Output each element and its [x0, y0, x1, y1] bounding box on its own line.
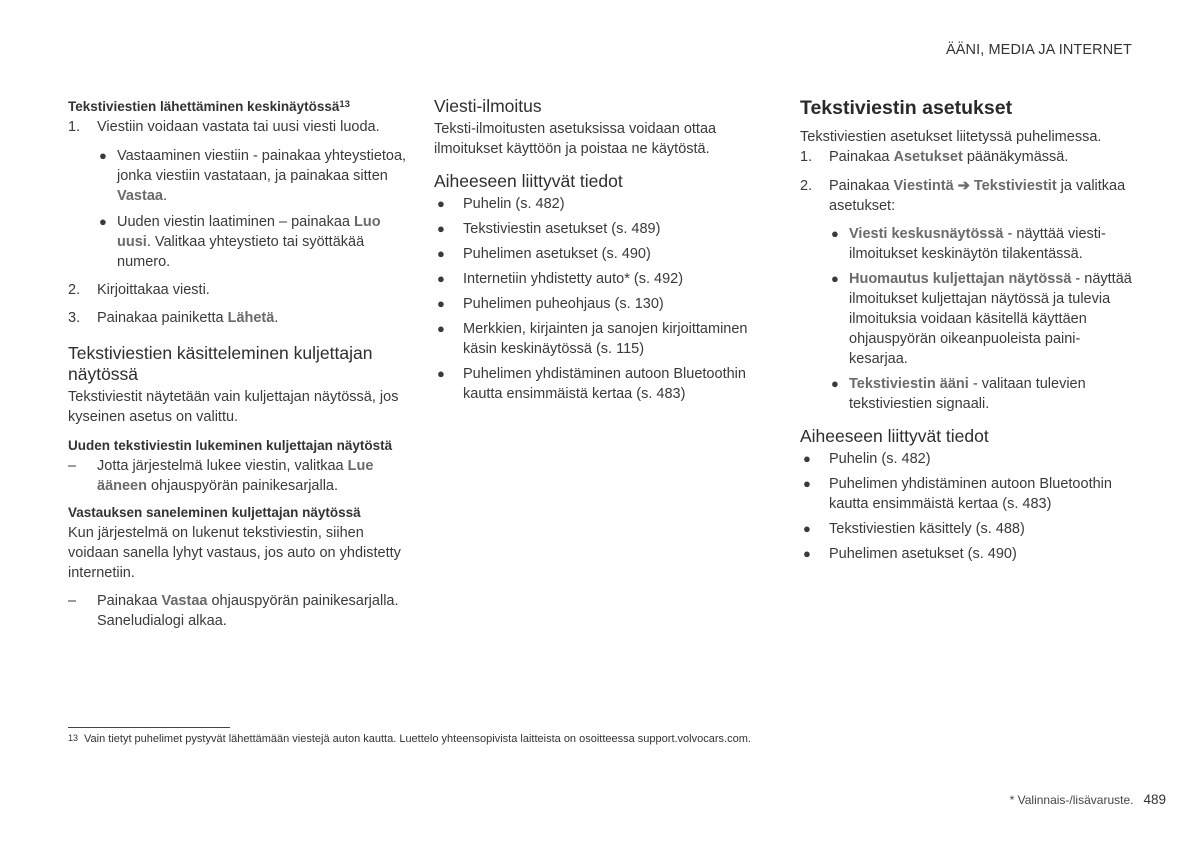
related-link[interactable]: ● Puhelimen asetukset (s. 490): [803, 546, 1017, 562]
related-link[interactable]: ● Tekstiviestien käsittely (s. 488): [803, 521, 1025, 537]
bullet-icon: ●: [803, 476, 811, 491]
related-links-list: [434, 194, 774, 404]
ui-term-option: Tekstiviestin ääni: [849, 376, 969, 392]
step-1: 1. Viestiin voidaan vastata tai uusi viesti luoda. ● Vastaaminen viestiin - painakaa yhteystietoa, jonka viestiin vastataan, ja painakaa sitten Vastaa. ● Uuden viestin laatiminen – painakaa Luo uusi. Valitkaa yhteystieto tai syöttäkää numero.: [68, 119, 407, 270]
option-item: ● Tekstiviestin ääni - valitaan tulevien tekstiviestien signaali.: [831, 376, 1086, 412]
footnote-ref[interactable]: 13: [339, 99, 350, 110]
subsection-title-dictating: Vastauksen saneleminen kuljettajan näytössä: [68, 505, 361, 520]
related-info-heading: Aiheeseen liittyvät tiedot: [800, 426, 989, 446]
column-left: [68, 96, 408, 631]
bullet-icon: ●: [437, 321, 445, 336]
dash-item: – Painakaa Vastaa ohjauspyörän painikesarjalla. Saneludialogi alkaa.: [68, 593, 399, 629]
sending-steps: [68, 117, 408, 328]
related-link[interactable]: ● Puhelimen puheohjaus (s. 130): [437, 296, 664, 312]
step-1: 1. Painakaa Asetukset päänäkymässä.: [800, 149, 1069, 165]
related-link[interactable]: ● Puhelin (s. 482): [803, 451, 931, 467]
footnote-divider: [68, 727, 230, 728]
bullet-icon: ●: [437, 196, 445, 211]
ui-term-option: Viesti keskusnäytössä: [849, 226, 1004, 242]
paragraph: Kun järjestelmä on lukenut tekstiviestin, siihen voidaan sanella lyhyt vastaus, jos auto on yhdistetty internetiin.: [68, 525, 401, 581]
paragraph: Tekstiviestien asetukset liitetyssä puhelimessa.: [800, 129, 1102, 145]
list-item: ● Uuden viestin laatiminen – painakaa Luo uusi. Valitkaa yhteystieto tai syöttäkää numero.: [99, 214, 381, 270]
option-item: ● Viesti keskusnäytössä - näyttää viestiilmoitukset keskinäytön tilakentässä.: [831, 226, 1106, 262]
bullet-icon: ●: [437, 366, 445, 381]
related-link[interactable]: ● Puhelin (s. 482): [437, 196, 565, 212]
related-link[interactable]: ● Merkkien, kirjainten ja sanojen kirjoittaminen käsin keskinäytössä (s. 115): [437, 321, 748, 357]
paragraph: Teksti-ilmoitusten asetuksissa voidaan ottaa ilmoitukset käyttöön ja poistaa ne käytöstä.: [434, 121, 717, 157]
ui-term-lue-aaneen: Lue ääneen: [97, 458, 374, 494]
related-link[interactable]: ● Internetiin yhdistetty auto* (s. 492): [437, 271, 684, 287]
related-links-list: [800, 449, 1132, 564]
subsection-title-sending: Tekstiviestien lähettäminen keskinäytössä$^{13}$: [68, 99, 350, 114]
bullet-icon: ●: [803, 546, 811, 561]
list-item: ● Vastaaminen viestiin - painakaa yhteystietoa, jonka viestiin vastataan, ja painakaa sitten Vastaa.: [99, 148, 407, 204]
bullet-icon: ●: [437, 221, 445, 236]
bullet-icon: ●: [831, 376, 839, 391]
related-info-heading: Aiheeseen liittyvät tiedot: [434, 171, 623, 191]
bullet-icon: ●: [831, 226, 839, 241]
option-item: ● Huomautus kuljettajan näytössä - näyttää ilmoitukset kuljettajan näytössä ja tulevia ilmoituksia voidaan käsitellä käyttäen ohjauspyörän oikeanpuoleista painikesarjaa.: [831, 271, 1132, 367]
subsection-title-reading: Uuden tekstiviestin lukeminen kuljettajan näytöstä: [68, 438, 393, 453]
footnote-text: Vain tietyt puhelimet pystyvät lähettämään viestejä auton kautta. Luettelo yhteensopivista laitteista on osoitteessa support.volvocars.com.: [84, 733, 751, 745]
step-2: 2. Painakaa Viestintä ➔ Tekstiviestit ja valitkaa asetukset: ● Viesti keskusnäytössä - näyttää viestiilmoitukset keskinäytön tilakentässä. ● Huomautus kuljettajan näytössä - näyttää ilmoitukset kuljettajan näytössä ja tulevia ilmoituksia voidaan käsitellä käyttäen ohjauspyörän oikeanpuoleista painikesarjaa. ● Tekstiviestin ääni - valitaan tulevien tekstiviestien signaali.: [800, 178, 1132, 412]
bullet-icon: ●: [437, 296, 445, 311]
footnote-number: 13: [68, 733, 79, 743]
section-heading-message-notification: Viesti-ilmoitus: [434, 96, 542, 116]
footnote: [68, 731, 751, 747]
page-footer: [1010, 790, 1166, 810]
bullet-icon: ●: [831, 271, 839, 286]
related-link[interactable]: ● Puhelimen yhdistäminen autoon Bluetoothin kautta ensimmäistä kertaa (s. 483): [803, 476, 1112, 512]
ui-term-luo-uusi: Luo uusi: [117, 214, 381, 250]
settings-steps: [800, 147, 1132, 414]
step-2: 2. Kirjoittakaa viesti.: [68, 282, 210, 298]
bullet-icon: ●: [803, 451, 811, 466]
step-3: 3. Painakaa painiketta Lähetä.: [68, 310, 279, 326]
section-heading-text-settings: Tekstiviestin asetukset: [800, 97, 1013, 119]
optional-equipment-note: * Valinnais-/lisävaruste.: [1009, 793, 1134, 807]
ui-term-viestinta: Viestintä: [893, 178, 954, 194]
bullet-icon: ●: [803, 521, 811, 536]
ui-term-option: Huomautus kuljettajan näytössä: [849, 271, 1072, 287]
bullet-icon: ●: [437, 271, 445, 286]
ui-term-laheta: Lähetä: [227, 310, 275, 326]
section-heading-driver-display: Tekstiviestien käsitteleminen kuljettajan näytössä: [68, 343, 373, 384]
dash-item: – Jotta järjestelmä lukee viestin, valitkaa Lue ääneen ohjauspyörän painikesarjalla.: [68, 458, 374, 494]
ui-term-vastaa: Vastaa: [161, 593, 208, 609]
ui-term-vastaa: Vastaa: [117, 188, 163, 204]
ui-term-tekstiviestit: Tekstiviestit: [973, 178, 1057, 194]
paragraph: Tekstiviestit näytetään vain kuljettajan näytössä, jos kyseinen asetus on valittu.: [68, 389, 399, 425]
page-number: 489: [1143, 792, 1166, 807]
bullet-icon: ●: [99, 214, 107, 229]
related-link[interactable]: ● Puhelimen asetukset (s. 490): [437, 246, 651, 262]
related-link[interactable]: ● Puhelimen yhdistäminen autoon Bluetoothin kautta ensimmäistä kertaa (s. 483): [437, 366, 746, 402]
related-link[interactable]: ● Tekstiviestin asetukset (s. 489): [437, 221, 661, 237]
column-middle: [434, 96, 774, 404]
bullet-icon: ●: [437, 246, 445, 261]
arrow-right-icon: ➔: [953, 178, 974, 194]
bullet-icon: ●: [99, 148, 107, 163]
running-header: ÄÄNI, MEDIA JA INTERNET: [946, 42, 1132, 58]
ui-term-asetukset: Asetukset: [893, 149, 963, 165]
column-right: [800, 96, 1132, 564]
